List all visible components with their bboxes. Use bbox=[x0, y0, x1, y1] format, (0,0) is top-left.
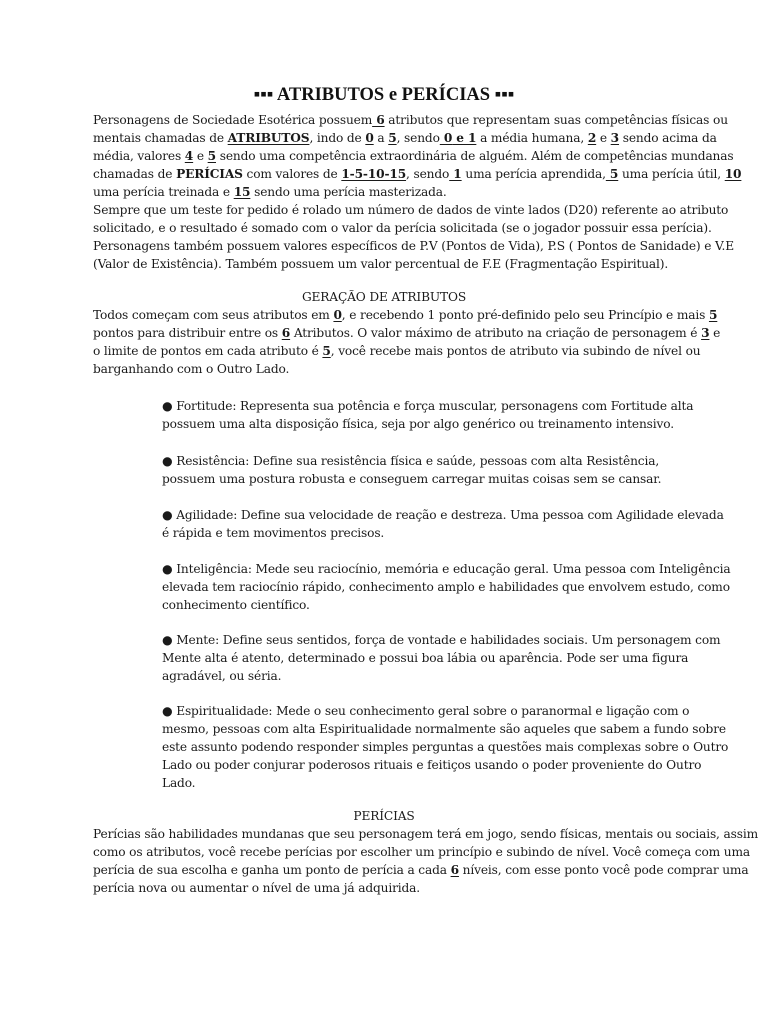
attribute-line: possuem uma postura robusta e conseguem carregar muitas coisas sem se cansar. bbox=[162, 472, 662, 486]
emphasis-text: 0 bbox=[439, 131, 453, 145]
emphasis-text: 5 bbox=[708, 308, 718, 322]
intro-line bbox=[93, 165, 741, 183]
text-run: sendo uma competência extraordinária de alguém. Além de competências mundanas bbox=[216, 149, 734, 163]
text-run: a média humana, bbox=[476, 131, 588, 145]
pericias-line bbox=[93, 843, 750, 861]
atributos-line bbox=[93, 324, 720, 342]
emphasis-text: ATRIBUTOS bbox=[227, 131, 310, 145]
intro-line bbox=[93, 255, 668, 273]
intro-line bbox=[93, 147, 733, 165]
text-run: sendo uma perícia masterizada. bbox=[250, 185, 447, 199]
text-run: Todos começam com seus atributos em bbox=[93, 308, 334, 322]
text-run: com valores de bbox=[242, 167, 342, 181]
attribute-line: Lado. bbox=[162, 776, 196, 790]
text-run: Atributos. O valor máximo de atributo na criação de personagem é bbox=[290, 326, 702, 340]
emphasis-text: 5 bbox=[388, 131, 397, 145]
intro-line bbox=[93, 237, 734, 255]
attribute-line: este assunto podendo responder simples perguntas a questões mais complexas sobre o Outro bbox=[162, 740, 729, 754]
pericias-line bbox=[93, 861, 748, 879]
text-run: chamadas de bbox=[93, 167, 177, 181]
attribute-line: Lado ou poder conjurar poderosos rituais e feitiços usando o poder proveniente do Outro bbox=[162, 758, 702, 772]
attribute-line: agradável, ou séria. bbox=[162, 669, 282, 683]
text-run: , sendo bbox=[396, 131, 440, 145]
text-run: média, valores bbox=[93, 149, 185, 163]
text-run: (Valor de Existência). Também possuem um valor percentual de F.E (Fragmentação Espiritual). bbox=[93, 257, 669, 271]
attribute-line: é rápida e tem movimentos precisos. bbox=[162, 526, 385, 540]
emphasis-text: 5 bbox=[605, 167, 619, 181]
text-run: uma perícia treinada e bbox=[93, 185, 234, 199]
text-run: perícia nova ou aumentar o nível de uma já adquirida. bbox=[93, 881, 420, 895]
intro-line bbox=[93, 111, 728, 129]
attribute-line: ● Inteligência: Mede seu raciocínio, memória e educação geral. Uma pessoa com Inteligência bbox=[162, 562, 731, 576]
emphasis-text: 15 bbox=[233, 185, 251, 199]
emphasis-text: 1-5-10-15 bbox=[341, 167, 407, 181]
text-run: Sempre que um teste for pedido é rolado um número de dados de vinte lados (D20) referente ao atributo bbox=[93, 203, 729, 217]
attribute-line: mesmo, pessoas com alta Espiritualidade normalmente são aqueles que sabem a fundo sobre bbox=[162, 722, 726, 736]
attribute-line: elevada tem raciocínio rápido, conhecimento amplo e habilidades que envolvem estudo, como bbox=[162, 580, 730, 594]
text-run: o limite de pontos em cada atributo é bbox=[93, 344, 323, 358]
emphasis-text: 6 bbox=[450, 863, 459, 877]
document-title: ▪▪▪ ATRIBUTOS e PERÍCIAS ▪▪▪ bbox=[253, 85, 515, 105]
section-heading-pericias: PERÍCIAS bbox=[353, 809, 415, 823]
text-run: mentais chamadas de bbox=[93, 131, 228, 145]
emphasis-text: 0 bbox=[365, 131, 374, 145]
text-run: atributos que representam suas competências físicas ou bbox=[384, 113, 728, 127]
intro-line bbox=[93, 201, 728, 219]
emphasis-text: 5 bbox=[207, 149, 216, 163]
text-run: níveis, com esse ponto você pode comprar uma bbox=[458, 863, 749, 877]
text-run: uma perícia útil, bbox=[618, 167, 725, 181]
emphasis-text: PERÍCIAS bbox=[176, 167, 243, 181]
text-run: pontos para distribuir entre os bbox=[93, 326, 282, 340]
intro-line bbox=[93, 219, 712, 237]
text-run: Personagens também possuem valores específicos de P.V (Pontos de Vida), P.S ( Pontos de Sanidade) e V.E bbox=[93, 239, 735, 253]
attribute-line: ● Espiritualidade: Mede o seu conhecimento geral sobre o paranormal e ligação com o bbox=[162, 704, 690, 718]
emphasis-text: 6 bbox=[372, 113, 385, 127]
atributos-line bbox=[93, 342, 700, 360]
emphasis-text: 5 bbox=[322, 344, 331, 358]
emphasis-text: 10 bbox=[724, 167, 742, 181]
text-run: sendo acima da bbox=[619, 131, 717, 145]
attribute-line: possuem uma alta disposição física, seja por algo genérico ou treinamento intensivo. bbox=[162, 417, 674, 431]
attribute-line: ● Resistência: Define sua resistência física e saúde, pessoas com alta Resistência, bbox=[162, 454, 660, 468]
attribute-line: ● Mente: Define seus sentidos, força de vontade e habilidades sociais. Um personagem com bbox=[162, 633, 721, 647]
emphasis-text: 2 bbox=[587, 131, 597, 145]
atributos-line bbox=[93, 306, 717, 324]
text-run: e bbox=[709, 326, 721, 340]
text-run: e bbox=[596, 131, 611, 145]
pericias-line bbox=[93, 879, 420, 897]
emphasis-text: 6 bbox=[281, 326, 291, 340]
emphasis-text: e bbox=[452, 131, 468, 145]
atributos-line bbox=[93, 360, 289, 378]
emphasis-text: 3 bbox=[701, 326, 710, 340]
attribute-line: ● Agilidade: Define sua velocidade de reação e destreza. Uma pessoa com Agilidade elevada bbox=[162, 508, 724, 522]
attribute-line: Mente alta é atento, determinado e possui boa lábia ou aparência. Pode ser uma figura bbox=[162, 651, 689, 665]
text-run: , você recebe mais pontos de atributo via subindo de nível ou bbox=[330, 344, 701, 358]
emphasis-text: 1 bbox=[449, 167, 462, 181]
attribute-line: ● Fortitude: Representa sua potência e força muscular, personagens com Fortitude alta bbox=[162, 399, 694, 413]
intro-line bbox=[93, 183, 447, 201]
text-run: solicitado, e o resultado é somado com o valor da perícia solicitada (se o jogador possuir essa perícia). bbox=[93, 221, 712, 235]
emphasis-text: 0 bbox=[333, 308, 342, 322]
text-run: como os atributos, você recebe perícias por escolher um princípio e subindo de nível. Você começa com uma bbox=[93, 845, 751, 859]
emphasis-text: 3 bbox=[610, 131, 620, 145]
text-run: e bbox=[193, 149, 208, 163]
text-run: Perícias são habilidades mundanas que seu personagem terá em jogo, sendo físicas, mentais ou sociais, assim bbox=[93, 827, 758, 841]
text-run: Personagens de Sociedade Esotérica possuem bbox=[93, 113, 373, 127]
pericias-line bbox=[93, 825, 758, 843]
text-run: uma perícia aprendida, bbox=[461, 167, 606, 181]
text-run: barganhando com o Outro Lado. bbox=[93, 362, 290, 376]
attribute-line: conhecimento científico. bbox=[162, 598, 310, 612]
text-run: a bbox=[373, 131, 389, 145]
emphasis-text: 4 bbox=[184, 149, 194, 163]
section-heading-atributos: GERAÇÃO DE ATRIBUTOS bbox=[301, 290, 467, 304]
emphasis-text: 1 bbox=[468, 131, 477, 145]
text-run: , e recebendo 1 ponto pré-definido pelo seu Princípio e mais bbox=[341, 308, 709, 322]
text-run: perícia de sua escolha e ganha um ponto de perícia a cada bbox=[93, 863, 451, 877]
intro-line bbox=[93, 129, 717, 147]
text-run: , indo de bbox=[309, 131, 366, 145]
text-run: , sendo bbox=[406, 167, 450, 181]
